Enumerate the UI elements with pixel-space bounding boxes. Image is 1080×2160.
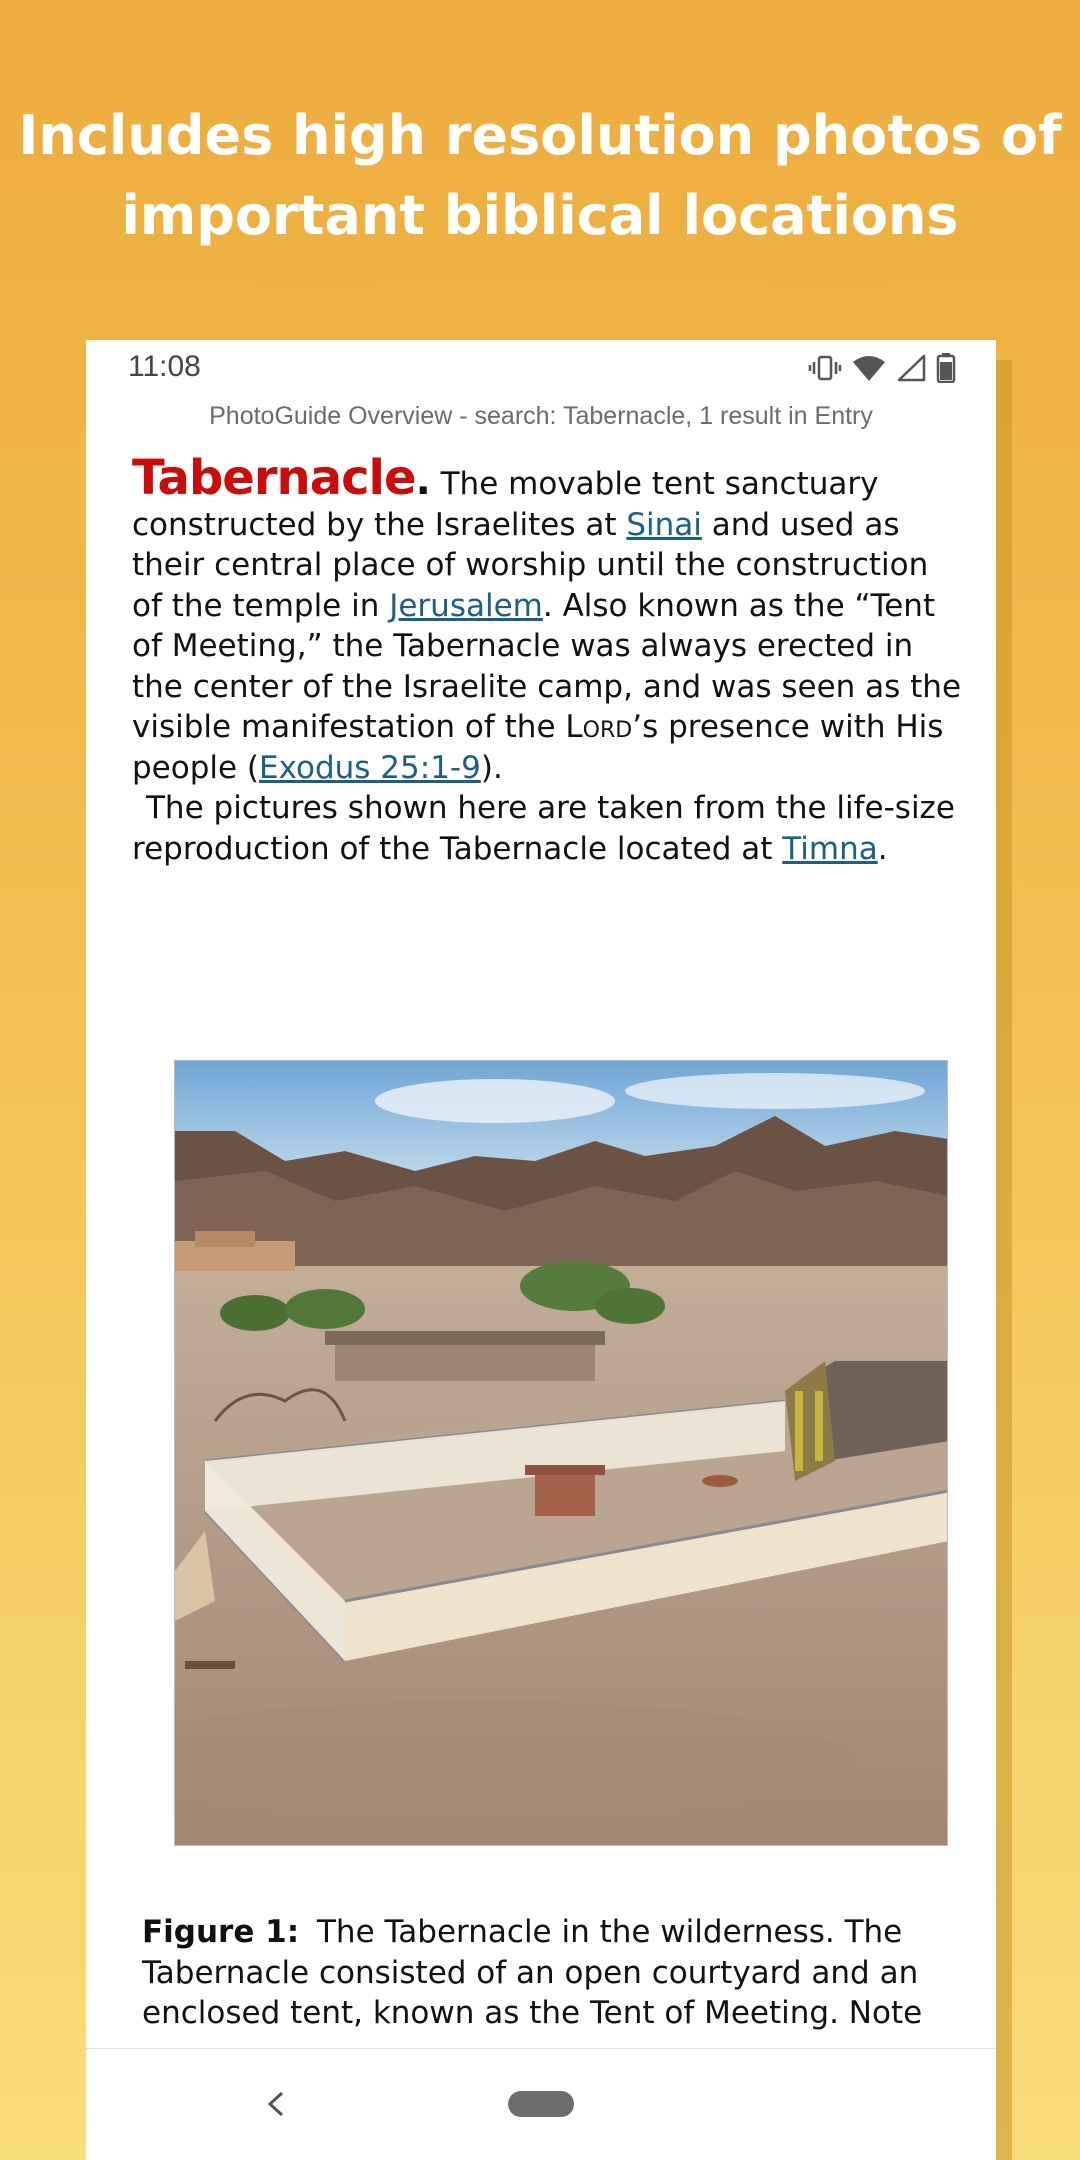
link-jerusalem[interactable]: Jerusalem [389,587,543,624]
dictionary-entry [132,450,962,869]
headword-period: . [415,458,431,504]
phone-screen [86,340,996,2160]
status-time: 11:08 [128,350,201,383]
entry-text: The movable tent sanctuary constructed by the Israelites at [132,466,879,543]
link-timna[interactable]: Timna [782,830,878,867]
lord-smallcaps: Lord [565,709,633,745]
link-sinai[interactable]: Sinai [626,506,702,543]
figure-caption [142,1912,962,2034]
promo-banner [0,96,1080,256]
banner-line-1: Includes high resolution photos of [18,104,1062,167]
chevron-left-icon [264,2089,288,2119]
entry-text: ’s presence with His people ( [132,709,944,786]
entry-text: and used as their central place of worship until the construction of the temple in [132,506,929,624]
home-button[interactable] [508,2091,574,2117]
status-bar [86,340,996,396]
back-button[interactable] [256,2079,296,2129]
entry-text: ). [480,749,503,786]
entry-text: . [877,830,888,867]
signal-icon [896,354,926,382]
status-icons [808,352,956,384]
banner-line-2: important biblical locations [121,184,959,247]
vibrate-icon [808,354,842,382]
figure-caption-text: The Tabernacle in the wilderness. The Tabernacle consisted of an open courtyard and an enclosed tent, known as the Tent of Meeting. Note [142,1914,923,2031]
navigation-bar [86,2048,996,2160]
link-exodus[interactable]: Exodus 25:1-9 [259,749,481,786]
entry-text: . Also known as the “Tent of Meeting,” the Tabernacle was always erected in the center of the Israelite camp, and was seen as the visible manifestation of the [132,587,962,745]
tabernacle-photo[interactable] [174,1060,948,1846]
entry-headword: Tabernacle [132,450,416,506]
battery-icon [936,353,956,383]
entry-text: The pictures shown here are taken from the life-size reproduction of the Tabernacle located at [132,790,955,867]
figure-label: Figure 1: [142,1914,300,1950]
search-summary: PhotoGuide Overview - search: Tabernacle, 1 result in Entry [209,402,873,430]
wifi-icon [852,354,886,382]
